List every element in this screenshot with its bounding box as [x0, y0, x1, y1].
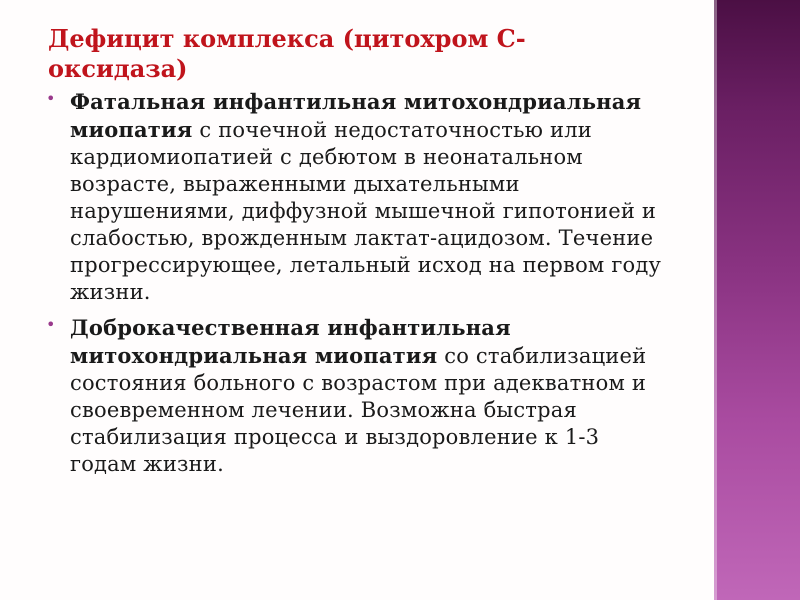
bullet-heading-benign: Доброкачественная инфантильная митохондриальная миопатия — [70, 315, 511, 368]
bullet-item-1 — [46, 88, 666, 306]
bullet-text-benign: со стабилизацией состояния больного с возрастом при адекватном и своевременном лечении. Возможна быстрая стабилизация процесса и выздоровление к 1-3 годам жизни. — [70, 344, 647, 476]
bullet-text-fatal: с почечной недостаточностью или кардиомиопатией с дебютом в неонатальном возрасте, выраженными дыхательными нарушениями, диффузной мышечной гипотонией и слабостью, врожденным лактат-ацидозом. Течение прогрессирующее, летальный исход на первом году жизни. — [70, 118, 662, 304]
bullet-icon: • — [46, 315, 56, 334]
side-band-edge — [714, 0, 717, 600]
decorative-side-band — [714, 0, 800, 600]
slide-title: Дефицит комплекса (цитохром С-оксидаза) — [48, 24, 526, 83]
bullet-heading-fatal: Фатальная инфантильная митохондриальная миопатия — [70, 89, 642, 142]
bullet-list — [46, 88, 666, 486]
bullet-icon: • — [46, 89, 56, 108]
bullet-item-2 — [46, 314, 666, 478]
